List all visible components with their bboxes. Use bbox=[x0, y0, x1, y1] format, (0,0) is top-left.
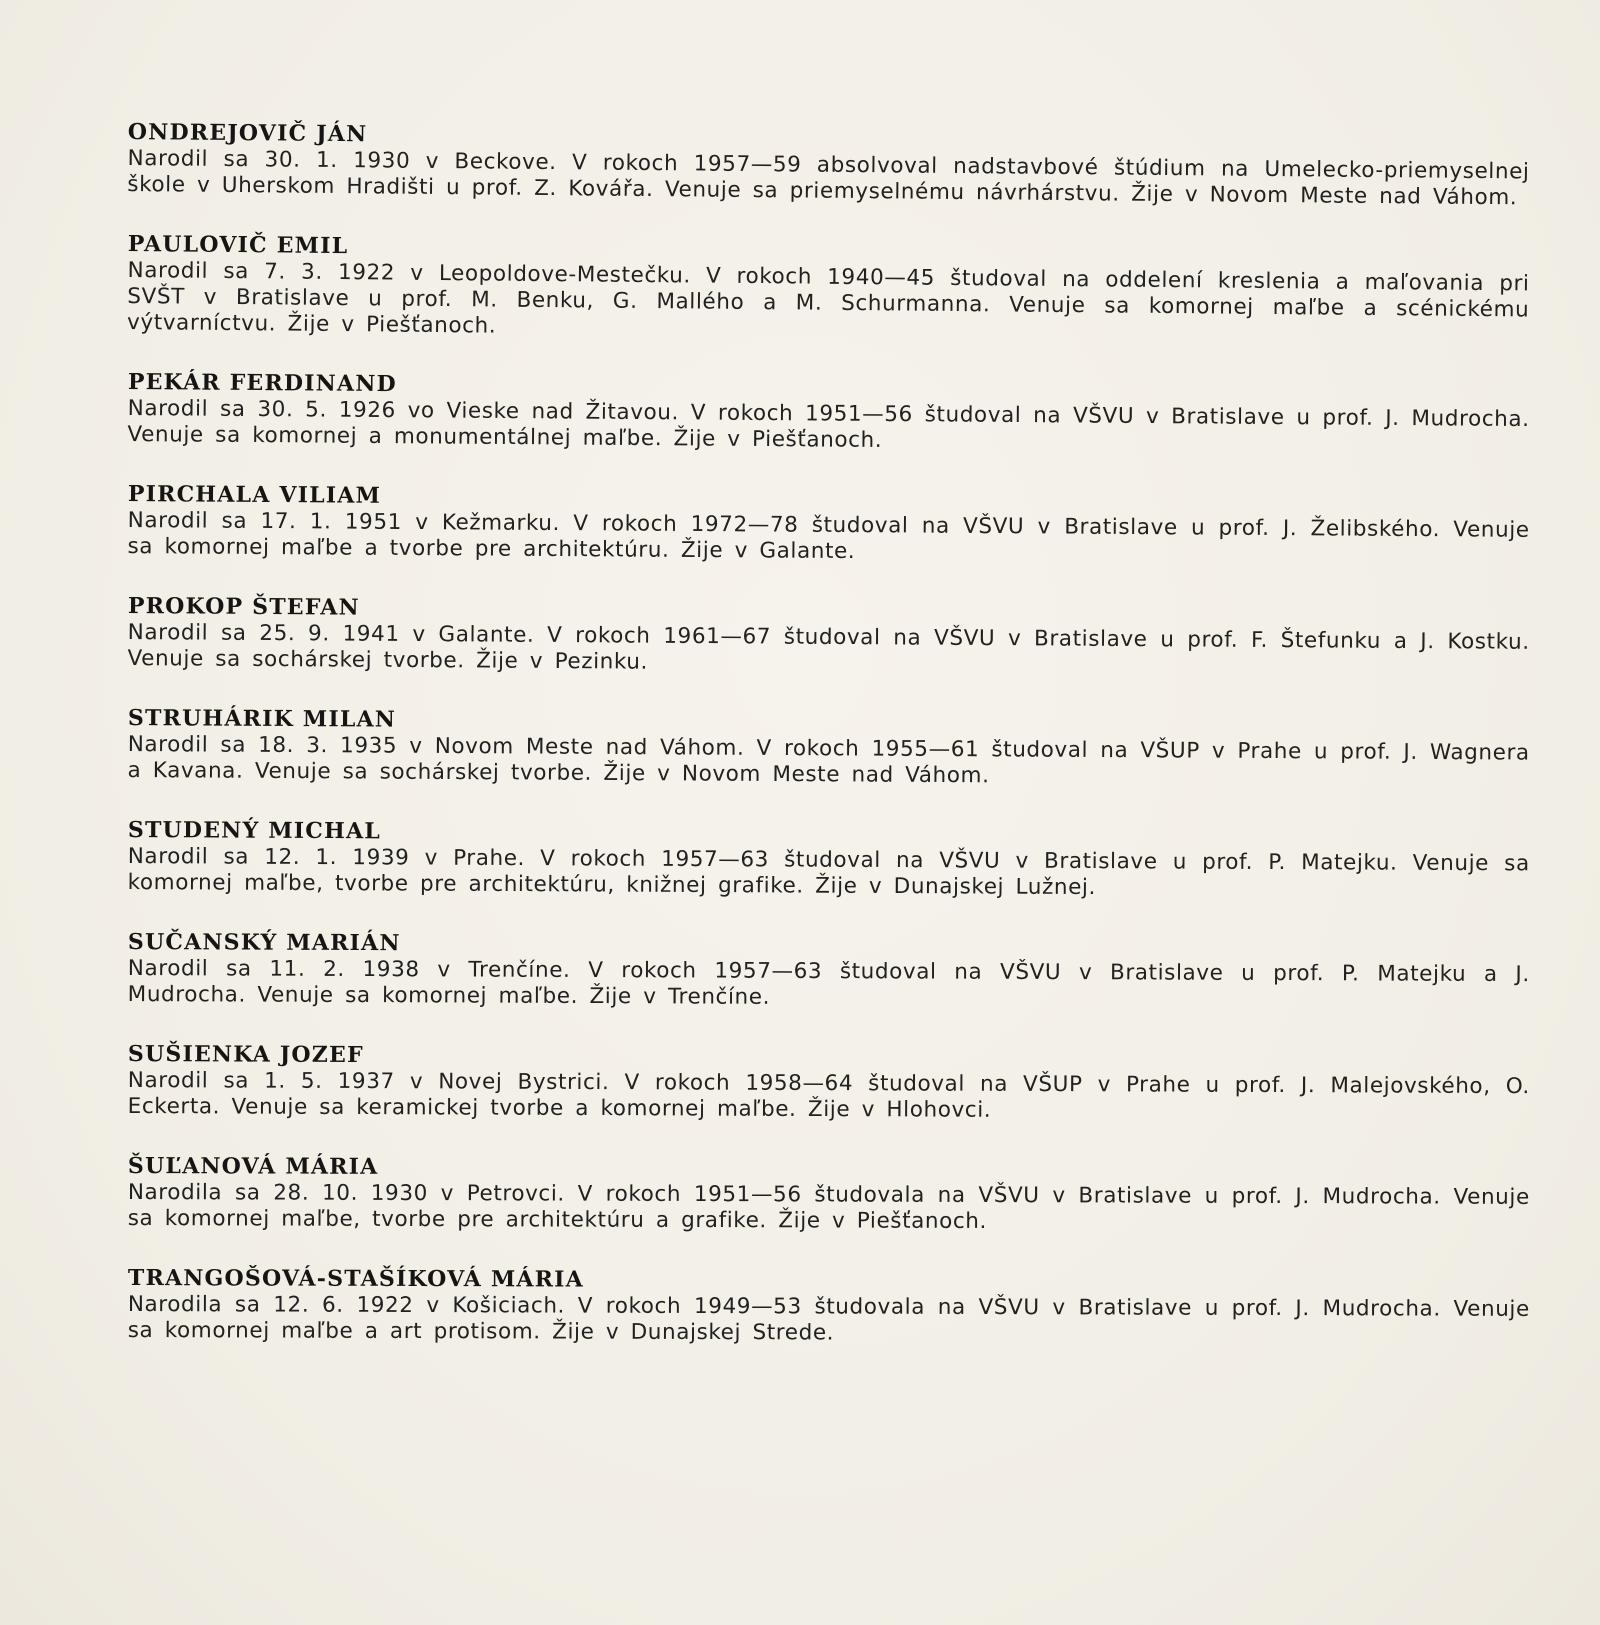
entry-bio: Narodil sa 11. 2. 1938 v Trenčíne. V rokoch 1957—63 študoval na VŠVU v Bratislave u prof. P. Matejku a J. Mudrocha. Venuje sa komornej maľbe. Žije v Trenčíne. bbox=[127, 955, 1530, 1010]
entry-sucansky bbox=[128, 928, 1530, 1014]
entry-bio: Narodil sa 30. 5. 1926 vo Vieske nad Žitavou. V rokoch 1951—56 študoval na VŠVU v Bratislave u prof. J. Mudrocha. Venuje sa komornej a monumentálnej maľbe. Žije v Piešťanoch. bbox=[127, 395, 1530, 453]
entry-name: PROKOP ŠTEFAN bbox=[127, 593, 361, 621]
entry-bio: Narodil sa 18. 3. 1935 v Novom Meste nad Váhom. V rokoch 1955—61 študoval na VŠUP v Prahe u prof. J. Wagnera a Kavana. Venuje sa sochárskej tvorbe. Žije v Novom Meste nad Váhom. bbox=[127, 731, 1530, 789]
entry-bio: Narodil sa 1. 5. 1937 v Novej Bystrici. V rokoch 1958—64 študoval na VŠUP v Prahe u prof. J. Malejovského, O. Eckerta. Venuje sa keramickej tvorbe a komornej maľbe. Žije v Hlohovci. bbox=[127, 1067, 1530, 1123]
entry-name: PAULOVIČ EMIL bbox=[127, 230, 349, 260]
entry-bio: Narodil sa 12. 1. 1939 v Prahe. V rokoch 1957—63 študoval na VŠVU v Bratislave u prof. P. Matejku. Venuje sa komornej maľbe, tvorbe pre architektúru, knižnej grafike. Žije v Dunajskej Lužnej. bbox=[127, 843, 1530, 901]
entry-prokop bbox=[127, 592, 1530, 682]
entry-susienka bbox=[128, 1040, 1530, 1126]
entry-bio: Narodila sa 28. 10. 1930 v Petrovci. V rokoch 1951—56 študovala na VŠVU v Bratislave u prof. J. Mudrocha. Venuje sa komornej maľbe, tvorbe pre architektúru a grafike. Žije v Piešťanoch. bbox=[127, 1179, 1530, 1234]
entry-pekar bbox=[127, 368, 1530, 459]
entry-name: TRANGOŠOVÁ-STAŠÍKOVÁ MÁRIA bbox=[127, 1265, 584, 1293]
entry-bio: Narodil sa 25. 9. 1941 v Galante. V rokoch 1961—67 študoval na VŠVU v Bratislave u prof. F. Štefunku a J. Kostku. Venuje sa sochárskej tvorbe. Žije v Pezinku. bbox=[127, 619, 1530, 675]
entry-pirchala bbox=[127, 480, 1530, 570]
entry-ondrejovic bbox=[127, 118, 1530, 211]
entry-paulovic bbox=[127, 230, 1530, 349]
entry-name: ŠUĽANOVÁ MÁRIA bbox=[127, 1153, 379, 1180]
entry-sulanova bbox=[128, 1152, 1530, 1237]
entry-name: SUŠIENKA JOZEF bbox=[127, 1041, 364, 1069]
entry-bio: Narodil sa 30. 1. 1930 v Beckove. V rokoch 1957—59 absolvoval nadstavbové štúdium na Umelecko-priemyselnej škole v Uherskom Hradišti u prof. Z. Kovářa. Venuje sa priemyselnému návrhárstvu. Žije v Novom Meste nad Váhom. bbox=[127, 145, 1530, 211]
entry-bio: Narodil sa 7. 3. 1922 v Leopoldove-Mestečku. V rokoch 1940—45 študoval na oddelení kreslenia a maľovania pri SVŠT v Bratislave u prof. M. Benku, G. Mallého a M. Schurmanna. Venuje sa komornej maľbe a scénickému výtvarníctvu. Žije v Piešťanoch. bbox=[126, 257, 1530, 339]
entry-bio: Narodila sa 12. 6. 1922 v Košiciach. V rokoch 1949—53 študovala na VŠVU v Bratislave u prof. J. Mudrocha. Venuje sa komornej maľbe a art protisom. Žije v Dunajskej Strede. bbox=[127, 1291, 1530, 1346]
entry-name: PEKÁR FERDINAND bbox=[127, 368, 397, 398]
entry-trangosova-stasikova bbox=[128, 1264, 1530, 1349]
entry-studeny bbox=[128, 816, 1530, 903]
entry-struharik bbox=[128, 704, 1530, 793]
entry-name: ONDREJOVIČ JÁN bbox=[127, 118, 368, 148]
entry-name: PIRCHALA VILIAM bbox=[127, 480, 382, 509]
entry-name: SUČANSKÝ MARIÁN bbox=[127, 929, 401, 957]
entry-bio: Narodil sa 17. 1. 1951 v Kežmarku. V rokoch 1972—78 študoval na VŠVU v Bratislave u prof. J. Želibského. Venuje sa komornej maľbe a tvorbe pre architektúru. Žije v Galante. bbox=[127, 507, 1530, 565]
entry-name: STRUHÁRIK MILAN bbox=[127, 705, 397, 733]
artist-entries bbox=[128, 118, 1530, 1376]
entry-name: STUDENÝ MICHAL bbox=[127, 817, 382, 845]
